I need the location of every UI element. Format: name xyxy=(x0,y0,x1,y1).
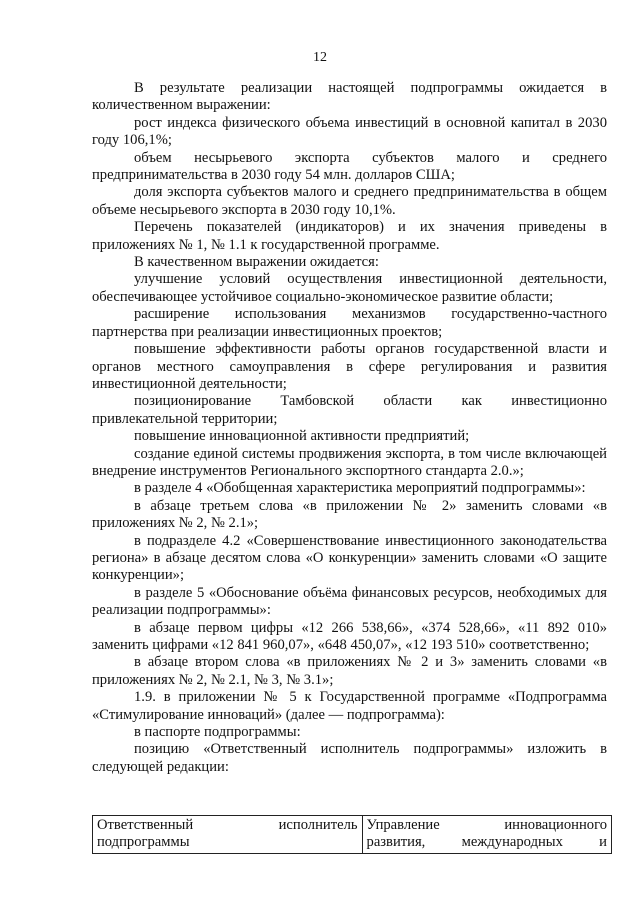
paragraph: в разделе 5 «Обоснование объёма финансовых ресурсов, необходимых для реализации подпрограммы»: xyxy=(92,584,607,619)
paragraph: в подразделе 4.2 «Совершенствование инвестиционного законодательства региона» в абзаце десятом слова «О конкуренции» заменить словами «О защите конкуренции»; xyxy=(92,532,607,584)
table-cell-label: Ответственный исполнитель подпрограммы xyxy=(93,816,363,854)
paragraph: в разделе 4 «Обобщенная характеристика мероприятий подпрограммы»: xyxy=(134,480,586,497)
paragraph: улучшение условий осуществления инвестиционной деятельности, обеспечивающее устойчивое социально-экономическое развитие области; xyxy=(92,271,607,305)
paragraph: В качественном выражении ожидается: xyxy=(134,254,379,271)
paragraph: расширение использования механизмов государственно-частного партнерства при реализации инвестиционных проектов; xyxy=(92,306,607,340)
paragraph: Перечень показателей (индикаторов) и их значения приведены в приложениях № 1, № 1.1 к государственной программе. xyxy=(92,219,607,253)
paragraph: объем несырьевого экспорта субъектов малого и среднего предпринимательства в 2030 году 54 млн. долларов США; xyxy=(92,149,607,184)
paragraph: создание единой системы продвижения экспорта, в том числе включающей внедрение инструментов Регионального экспортного стандарта 2.0.»; xyxy=(92,445,607,479)
paragraph: в абзаце третьем слова «в приложении № 2» заменить словами «в приложениях № 2, № 2.1»; xyxy=(92,497,607,532)
paragraph: доля экспорта субъектов малого и среднего предпринимательства в общем объеме несырьевого экспорта в 2030 году 10,1%. xyxy=(92,184,607,218)
table-cell-value: Управление инновационного развития, международных и xyxy=(362,816,611,854)
paragraph: в абзаце первом цифры «12 266 538,66», «374 528,66», «11 892 010» заменить цифрами «12 841 960,07», «648 450,07», «12 193 510» соответственно; xyxy=(92,619,607,653)
paragraph: повышение инновационной активности предприятий; xyxy=(134,428,470,445)
document-body xyxy=(92,80,607,776)
passport-table xyxy=(92,815,612,854)
paragraph: позицию «Ответственный исполнитель подпрограммы» изложить в следующей редакции: xyxy=(92,741,607,775)
paragraph: повышение эффективности работы органов государственной власти и органов местного самоуправления в сфере регулирования и развития инвестиционной деятельности; xyxy=(92,341,607,392)
paragraph: в абзаце втором слова «в приложениях № 2 и 3» заменить словами «в приложениях № 2, № 2.1, № 3, № 3.1»; xyxy=(92,654,607,688)
paragraph: 1.9. в приложении № 5 к Государственной программе «Подпрограмма «Стимулирование инноваций» (далее — подпрограмма): xyxy=(92,689,607,723)
table-row xyxy=(93,816,612,854)
page-number: 12 xyxy=(313,50,327,65)
paragraph: В результате реализации настоящей подпрограммы ожидается в количественном выражении: xyxy=(92,80,607,114)
paragraph: в паспорте подпрограммы: xyxy=(134,724,301,741)
paragraph: позиционирование Тамбовской области как инвестиционно привлекательной территории; xyxy=(92,393,607,427)
paragraph: рост индекса физического объема инвестиций в основной капитал в 2030 году 106,1%; xyxy=(92,114,607,149)
